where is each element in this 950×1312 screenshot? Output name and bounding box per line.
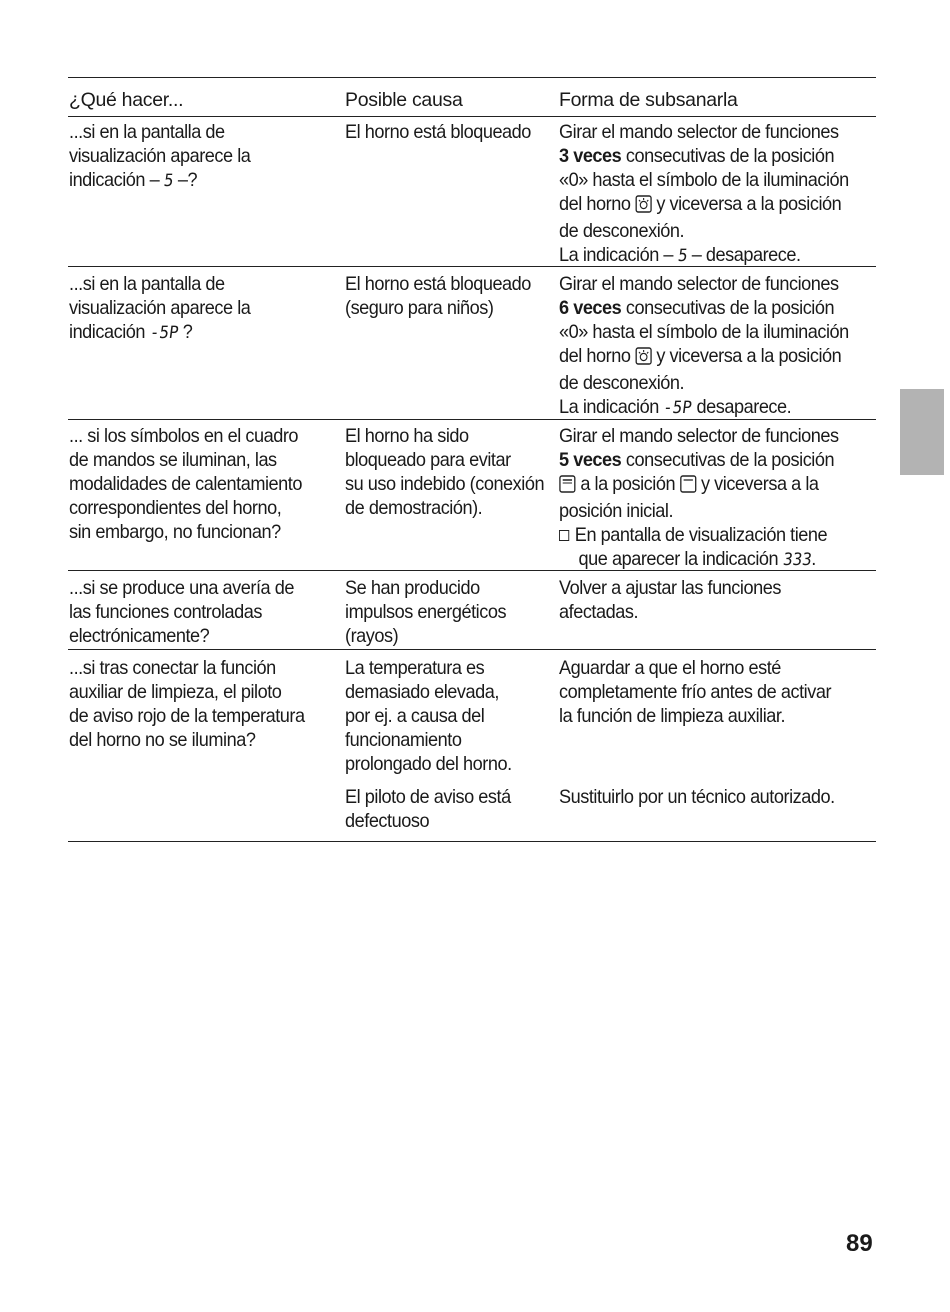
row-4-cause: Se han producido impulsos energéticos (rayos)	[345, 577, 507, 647]
column-header-cause: Posible causa	[345, 89, 463, 111]
row-1-cause: El horno está bloqueado	[345, 121, 531, 143]
oven-light-icon	[635, 195, 652, 219]
row-6-cause: El piloto de aviso está defectuoso	[345, 786, 511, 832]
row-6-fix: Sustituirlo por un técnico autorizado.	[559, 786, 835, 808]
display-code: -5P	[148, 323, 180, 343]
row-5-fix: Aguardar a que el horno esté completamente frío antes de activar la función de limpieza auxiliar.	[559, 657, 832, 727]
checkbox-bullet-icon	[559, 530, 569, 541]
row-2-cause: El horno está bloqueado (seguro para niños)	[345, 273, 531, 319]
row-5-what: ...si tras conectar la función auxiliar de limpieza, el piloto de aviso rojo de la temperatura del horno no se ilumina?	[69, 657, 305, 751]
display-code: 5	[676, 246, 689, 266]
row-2-fix: Girar el mando selector de funciones 6 veces consecutivas de la posición «0» hasta el símbolo de la iluminación del horno y viceversa a la posición de desconexión. La indicación -5P desaparece.	[559, 273, 849, 418]
row-3-what: ... si los símbolos en el cuadro de mandos se iluminan, las modalidades de calentamiento correspondientes del horno, sin embargo, no funcionan?	[69, 425, 302, 543]
chapter-side-tab	[900, 389, 944, 475]
row-3-fix: Girar el mando selector de funciones 5 veces consecutivas de la posición a la posición y viceversa a la posición inicial. En pantalla de visualización tiene que aparecer la indicación 333.	[559, 425, 839, 570]
row-2-what: ...si en la pantalla de visualización aparece la indicación -5P ?	[69, 273, 251, 343]
page-number: 89	[846, 1230, 873, 1257]
row-1-fix: Girar el mando selector de funciones 3 veces consecutivas de la posición «0» hasta el símbolo de la iluminación del horno y viceversa a la posición de desconexión. La indicación – 5 – desaparece.	[559, 121, 849, 266]
row-divider	[68, 649, 876, 650]
row-4-what: ...si se produce una avería de las funciones controladas electrónicamente?	[69, 577, 294, 647]
row-5-cause: La temperatura es demasiado elevada, por ej. a causa del funcionamiento prolongado del horno.	[345, 657, 512, 775]
row-4-fix: Volver a ajustar las funciones afectadas.	[559, 577, 781, 623]
table-bottom-rule	[68, 841, 876, 842]
row-1-what: ...si en la pantalla de visualización aparece la indicación – 5 –?	[69, 121, 251, 191]
display-code: 333	[781, 550, 813, 570]
header-rule	[68, 116, 876, 117]
oven-top-heat-icon	[559, 475, 576, 499]
display-code: -5P	[662, 398, 694, 418]
row-3-cause: El horno ha sido bloqueado para evitar su uso indebido (conexión de demostración).	[345, 425, 545, 519]
column-header-fix: Forma de subsanarla	[559, 89, 738, 111]
oven-plain-icon	[680, 475, 697, 499]
table-top-rule	[68, 77, 876, 78]
display-code: 5	[162, 171, 175, 191]
column-header-what: ¿Qué hacer...	[69, 89, 184, 111]
oven-light-icon	[635, 347, 652, 371]
